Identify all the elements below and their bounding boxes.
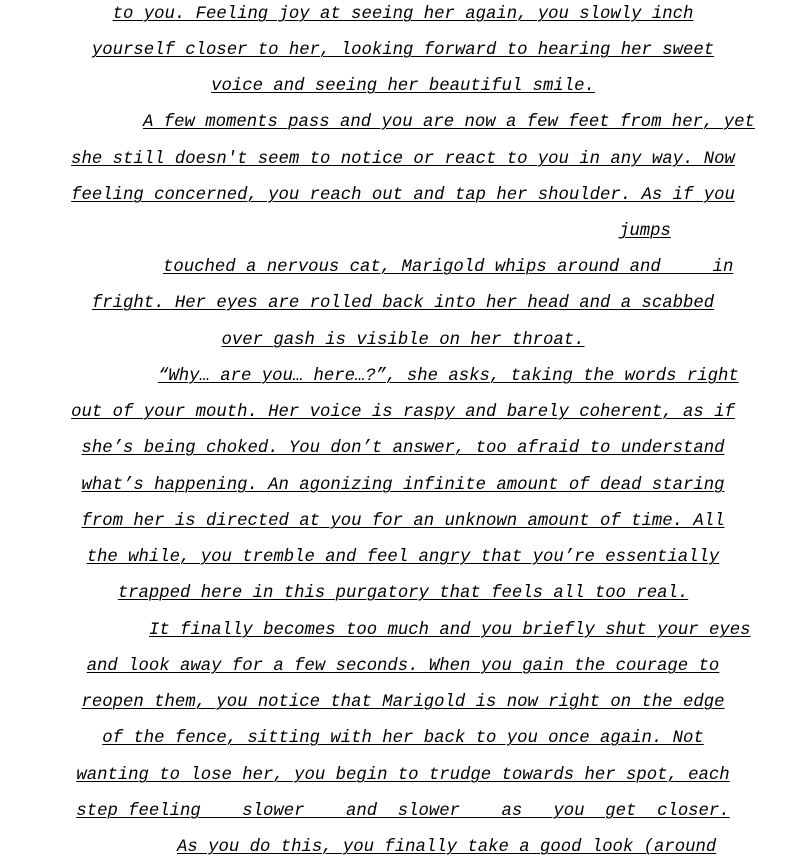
line-text: wanting to lose her, you begin to trudge towards her spot, each [76, 766, 730, 785]
line-text: she’s being choked. You don’t answer, too afraid to understand [81, 439, 725, 458]
text-line [0, 476, 806, 496]
text-line [0, 802, 806, 822]
text-line [163, 258, 734, 278]
line-text: voice and seeing her beautiful smile. [211, 77, 595, 96]
line-text: what’s happening. An agonizing infinite amount of dead staring [81, 476, 725, 495]
line-text: and look away for a few seconds. When you gain the courage to [86, 657, 720, 676]
text-line [0, 693, 806, 713]
text-line [0, 77, 806, 97]
text-line [0, 512, 806, 532]
text-line [0, 584, 806, 604]
text-line [143, 113, 755, 133]
text-line [0, 766, 806, 786]
line-text: reopen them, you notice that Marigold is now right on the edge [81, 693, 725, 712]
line-text: out of your mouth. Her voice is raspy and barely coherent, as if [71, 403, 735, 422]
text-line [0, 294, 806, 314]
line-text: over gash is visible on her throat. [221, 331, 585, 350]
text-line [0, 548, 806, 568]
line-text: the while, you tremble and feel angry that you’re essentially [86, 548, 720, 567]
text-line [0, 657, 806, 677]
text-line [0, 186, 806, 206]
line-text: to you. Feeling joy at seeing her again, you slowly inch [112, 5, 694, 24]
text-line [158, 367, 738, 387]
text-line [0, 5, 806, 25]
text-line [0, 150, 806, 170]
line-text: trapped here in this purgatory that feels all too real. [117, 584, 689, 603]
text-line [149, 621, 749, 641]
line-text: of the fence, sitting with her back to you once again. Not [102, 729, 704, 748]
line-text: she still doesn't seem to notice or react to you in any way. Now [71, 150, 735, 169]
text-line [0, 439, 806, 459]
line-text: touched a nervous cat, Marigold whips around and in [163, 258, 734, 277]
line-text: feeling concerned, you reach out and tap her shoulder. As if you [71, 186, 735, 205]
line-text: As you do this, you finally take a good look (around [177, 838, 717, 857]
text-line [0, 729, 806, 749]
text-line [0, 41, 806, 61]
line-text: A few moments pass and you are now a few feet from her, yet [143, 113, 755, 132]
text-line [0, 331, 806, 351]
text-line [177, 838, 737, 858]
line-text: step feeling slower and slower as you get closer. [76, 802, 730, 821]
text-line [0, 403, 806, 423]
line-text: “Why… are you… here…?”, she asks, taking the words right [158, 367, 739, 386]
line-text: from her is directed at you for an unknown amount of time. All [81, 512, 725, 531]
line-text: It finally becomes too much and you briefly shut your eyes [149, 621, 751, 640]
line-text: yourself closer to her, looking forward to hearing her sweet [91, 41, 715, 60]
text-line [619, 222, 699, 242]
line-text: jumps [619, 222, 671, 241]
line-text: fright. Her eyes are rolled back into her head and a scabbed [91, 294, 715, 313]
